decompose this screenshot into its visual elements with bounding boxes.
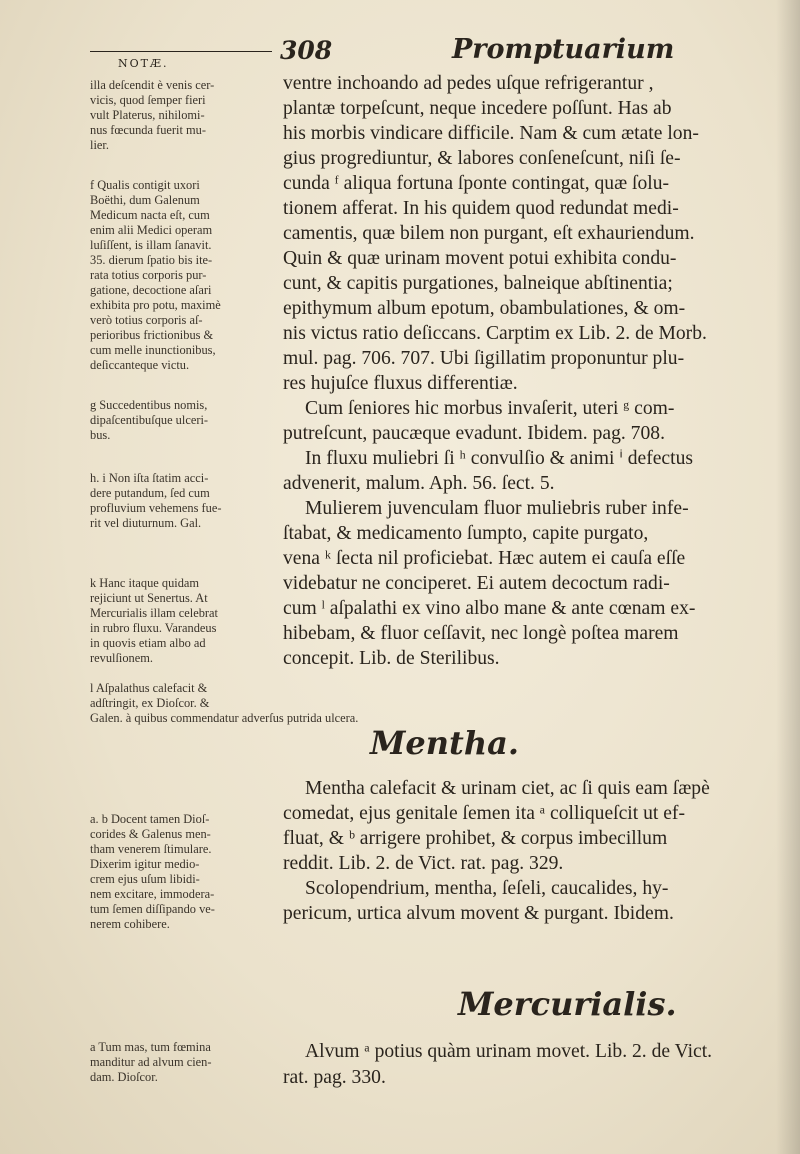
margin-note-line: cum melle inunctionibus, (90, 343, 216, 357)
header-rule (90, 51, 272, 52)
text-line: tionem afferat. In his quidem quod redundat medi- (283, 198, 679, 219)
margin-note-line: gatione, decoctione aſari (90, 283, 212, 297)
margin-note-line: corides & Galenus men- (90, 827, 211, 841)
text-line: advenerit, malum. Aph. 56. ſect. 5. (283, 473, 555, 494)
margin-note-line: profluvium vehemens fue- (90, 501, 222, 515)
margin-note-line: vult Platerus, nihilomi- (90, 108, 205, 122)
header-notae-label: NOTÆ. (118, 57, 169, 70)
margin-note-line: tum ſemen diſſipando ve- (90, 902, 215, 916)
margin-note-line: h. i Non iſta ſtatim acci- (90, 471, 209, 485)
margin-note-line: dipaſcentibuſque ulceri- (90, 413, 209, 427)
text-line: Quin & quæ urinam movent potui exhibita condu- (283, 248, 677, 269)
margin-note-line: 35. dierum ſpatio bis ite- (90, 253, 213, 267)
margin-note-line: Galen. à quibus commendatur adverſus putrida ulcera. (90, 711, 359, 725)
text-line: videbatur ne conciperet. Ei autem decoctum radi- (283, 573, 670, 594)
text-line: pericum, urtica alvum movent & purgant. Ibidem. (283, 903, 674, 924)
section-heading-mercurialis: Mercurialis. (458, 985, 677, 1023)
margin-note-line: dam. Dioſcor. (90, 1070, 158, 1084)
text-line: camentis, quæ bilem non purgant, eſt exhauriendum. (283, 223, 695, 244)
text-line: vena ᵏ ſecta nil proficiebat. Hæc autem ei cauſa eſſe (283, 548, 686, 569)
text-line: epithymum album epotum, obambulationes, & om- (283, 298, 686, 319)
margin-note-line: nem excitare, immodera- (90, 887, 215, 901)
text-line: fluat, & ᵇ arrigere prohibet, & corpus imbecillum (283, 828, 668, 849)
margin-note-line: Dixerim igitur medio- (90, 857, 200, 871)
text-line: reddit. Lib. 2. de Vict. rat. pag. 329. (283, 853, 564, 874)
text-line: concepit. Lib. de Sterilibus. (283, 648, 500, 669)
page-number: 308 (280, 36, 333, 65)
margin-note-line: bus. (90, 428, 111, 442)
text-line: ventre inchoando ad pedes uſque refrigerantur , (283, 73, 654, 94)
text-line: Cum ſeniores hic morbus invaſerit, uteri ᵍ com- (305, 398, 675, 419)
margin-note-line: manditur ad alvum cien- (90, 1055, 212, 1069)
margin-note-line: nus fœcunda fuerit mu- (90, 123, 206, 137)
margin-note-line: nerem cohibere. (90, 917, 170, 931)
margin-note-line: deſiccanteque victu. (90, 358, 190, 372)
margin-note-line: a. b Docent tamen Dioſ- (90, 812, 210, 826)
margin-note-line: g Succedentibus nomis, (90, 398, 208, 412)
section-heading-mentha: Mentha. (370, 724, 519, 762)
margin-note-line: exhibita pro potu, maximè (90, 298, 221, 312)
text-line: his morbis vindicare difficile. Nam & cum ætate lon- (283, 123, 699, 144)
margin-note-line: verò totius corporis aſ- (90, 313, 203, 327)
text-line: mul. pag. 706. 707. Ubi ſigillatim proponuntur plu- (283, 348, 685, 369)
text-line: Mentha calefacit & urinam ciet, ac ſi quis eam ſæpè (305, 778, 710, 799)
margin-note-line: in rubro fluxu. Varandeus (90, 621, 217, 635)
margin-note-line: a Tum mas, tum fœmina (90, 1040, 211, 1054)
running-title: Promptuarium (452, 34, 675, 65)
margin-note-line: rit vel diuturnum. Gal. (90, 516, 202, 530)
margin-note-line: enim alii Medici operam (90, 223, 213, 237)
margin-note-line: luſiſſent, is illam ſanavit. (90, 238, 212, 252)
margin-note-line: Mercurialis illam celebrat (90, 606, 218, 620)
text-line: In fluxu muliebri ſi ʰ convulſio & animi ⁱ defectus (305, 448, 693, 469)
margin-note-line: f Qualis contigit uxori (90, 178, 200, 192)
margin-note-line: illa deſcendit è venis cer- (90, 78, 215, 92)
text-line: gius progrediuntur, & labores conſeneſcunt, niſi ſe- (283, 148, 681, 169)
text-line: hibebam, & fluor ceſſavit, nec longè poſtea marem (283, 623, 679, 644)
text-line: cunt, & capitis purgationes, balneique abſtinentia; (283, 273, 673, 294)
margin-note-line: Boëthi, dum Galenum (90, 193, 200, 207)
text-line: Mulierem juvenculam fluor muliebris ruber infe- (305, 498, 689, 519)
margin-note-line: rejiciunt ut Senertus. At (90, 591, 208, 605)
text-line: Alvum ᵃ potius quàm urinam movet. Lib. 2. de Vict. (305, 1041, 713, 1062)
margin-note-line: rata totius corporis pur- (90, 268, 207, 282)
text-line: nis victus ratio deſiccans. Carptim ex Lib. 2. de Morb. (283, 323, 707, 344)
text-line: Scolopendrium, mentha, ſeſeli, caucalides, hy- (305, 878, 669, 899)
text-line: cum ˡ aſpalathi ex vino albo mane & ante cœnam ex- (283, 598, 696, 619)
margin-note-line: crem ejus uſum libidi- (90, 872, 200, 886)
text-line: rat. pag. 330. (283, 1067, 386, 1088)
margin-note-line: dere putandum, ſed cum (90, 486, 210, 500)
text-line: comedat, ejus genitale ſemen ita ᵃ colliqueſcit ut ef- (283, 803, 685, 824)
text-line: cunda ᶠ aliqua fortuna ſponte contingat, quæ ſolu- (283, 173, 670, 194)
margin-note-line: l Aſpalathus calefacit & (90, 681, 208, 695)
text-line: plantæ torpeſcunt, neque incedere poſſunt. Has ab (283, 98, 672, 119)
text-line: res hujuſce fluxus differentiæ. (283, 373, 518, 394)
margin-note-line: vicis, quod ſemper fieri (90, 93, 206, 107)
margin-note-line: k Hanc itaque quidam (90, 576, 200, 590)
margin-note-line: lier. (90, 138, 109, 152)
margin-note-line: tham venerem ſtimulare. (90, 842, 212, 856)
margin-note-line: perioribus frictionibus & (90, 328, 214, 342)
margin-note-line: revulſionem. (90, 651, 153, 665)
text-line: putreſcunt, paucæque evadunt. Ibidem. pag. 708. (283, 423, 665, 444)
text-line: ſtabat, & medicamento ſumpto, capite purgato, (283, 523, 649, 544)
margin-note-line: adſtringit, ex Dioſcor. & (90, 696, 210, 710)
page-edge-shadow (776, 0, 800, 1154)
margin-note-line: Medicum nacta eſt, cum (90, 208, 210, 222)
margin-note-line: in quovis etiam albo ad (90, 636, 206, 650)
